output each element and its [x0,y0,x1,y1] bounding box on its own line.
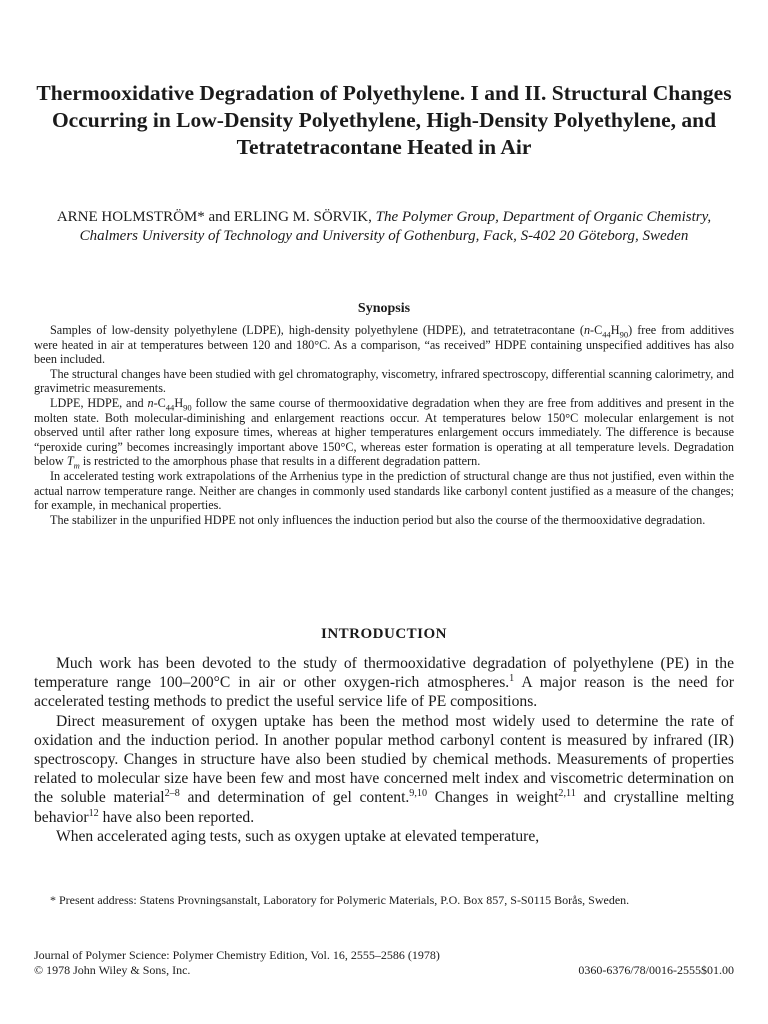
author-block [30,208,738,246]
synopsis-paragraph-4: In accelerated testing work extrapolations of the Arrhenius type in the prediction of structural change are thus not justified, even within the actual narrow temperature range. Neither are changes in commonly used standards like carbonyl content justified as a measure of the changes; for example, in mechanical properties. [34,468,734,513]
footnote [34,893,734,908]
paper-title: Thermooxidative Degradation of Polyethylene. I and II. Structural Changes Occurring in Low-Density Polyethylene, High-Density Polyethylene, and Tetratetracontane Heated in Air [36,81,732,159]
introduction-heading: INTRODUCTION [320,626,447,642]
synopsis-paragraph-5: The stabilizer in the unpurified HDPE not only influences the induction period but also the course of the thermooxidative degradation. [50,512,706,527]
introduction-paragraph-3: When accelerated aging tests, such as oxygen uptake at elevated temperature, [56,827,540,845]
footnote-text: * Present address: Statens Provningsanstalt, Laboratory for Polymeric Materials, P.O. Box 857, S-S0115 Borås, Sweden. [50,893,630,907]
introduction-paragraph-2: Direct measurement of oxygen uptake has been the method most widely used to determine the rate of oxidation and the induction period. In another popular method carbonyl content is measured by infrared (IR) spectroscopy. Changes in structure have also been studied by chemical methods. Measurements of properties related to molecular size have been few and most have concerned melt index and viscometric determination on the soluble material$^{2-8}$ and determination of gel content.$^{9,10}$ Changes in weight$^{2,11}$ and crystalline melting behavior$^{12}$ have also been reported. [34,712,734,826]
synopsis-paragraph-1: Samples of low-density polyethylene (LDPE), high-density polyethylene (HDPE), and tetratetracontane $(n-C_{44}H_{90})$ free from additives were heated in air at temperatures between 120 and 180°C. As a comparison, “as received” HDPE containing unspecified additives has also been included. [34,323,734,367]
synopsis-paragraph-3: LDPE, HDPE, and $n-C_{44}H_{90}$ follow the same course of thermooxidative degradation when they are free from additives and present in the molten state. Both molecular-diminishing and enlargement reactions occur. At temperatures below 150°C molecular enlargement is not observed until after rather long exposure times, whereas at higher temperatures enlargement occurs immediately. The difference is because “peroxide curing” becomes increasingly important above 150°C, whereas ester formation is operating at all temperature levels. Degradation below $T_m$ is restricted to the amorphous phase that results in a different degradation pattern. [34,395,734,471]
author-names: ARNE HOLMSTRÖM* and ERLING M. SÖRVIK, [56,209,372,225]
journal-citation: Journal of Polymer Science: Polymer Chemistry Edition, Vol. 16, 2555–2586 (1978) [34,948,440,962]
synopsis-paragraph-2: The structural changes have been studied with gel chromatography, viscometry, infrared spectroscopy, differential scanning calorimetry, and gravimetric measurements. [34,366,734,396]
synopsis-heading: Synopsis [357,301,411,316]
article-code: 0360-6376/78/0016-2555$01.00 [578,963,734,977]
author-affiliation: The Polymer Group, Department of Organic Chemistry, Chalmers University of Technology and University of Gothenburg, Fack, S-402 20 Göteborg, Sweden [79,209,712,244]
journal-info [34,948,734,978]
introduction-body [34,654,734,846]
introduction-paragraph-1: Much work has been devoted to the study of thermooxidative degradation of polyethylene (PE) in the temperature range 100–200°C in air or other oxygen-rich atmospheres.$^1$ A major reason is the need for accelerated testing methods to predict the useful service life of PE compositions. [34,655,734,711]
synopsis-body [34,323,734,527]
copyright-notice: © 1978 John Wiley & Sons, Inc. [34,963,191,977]
